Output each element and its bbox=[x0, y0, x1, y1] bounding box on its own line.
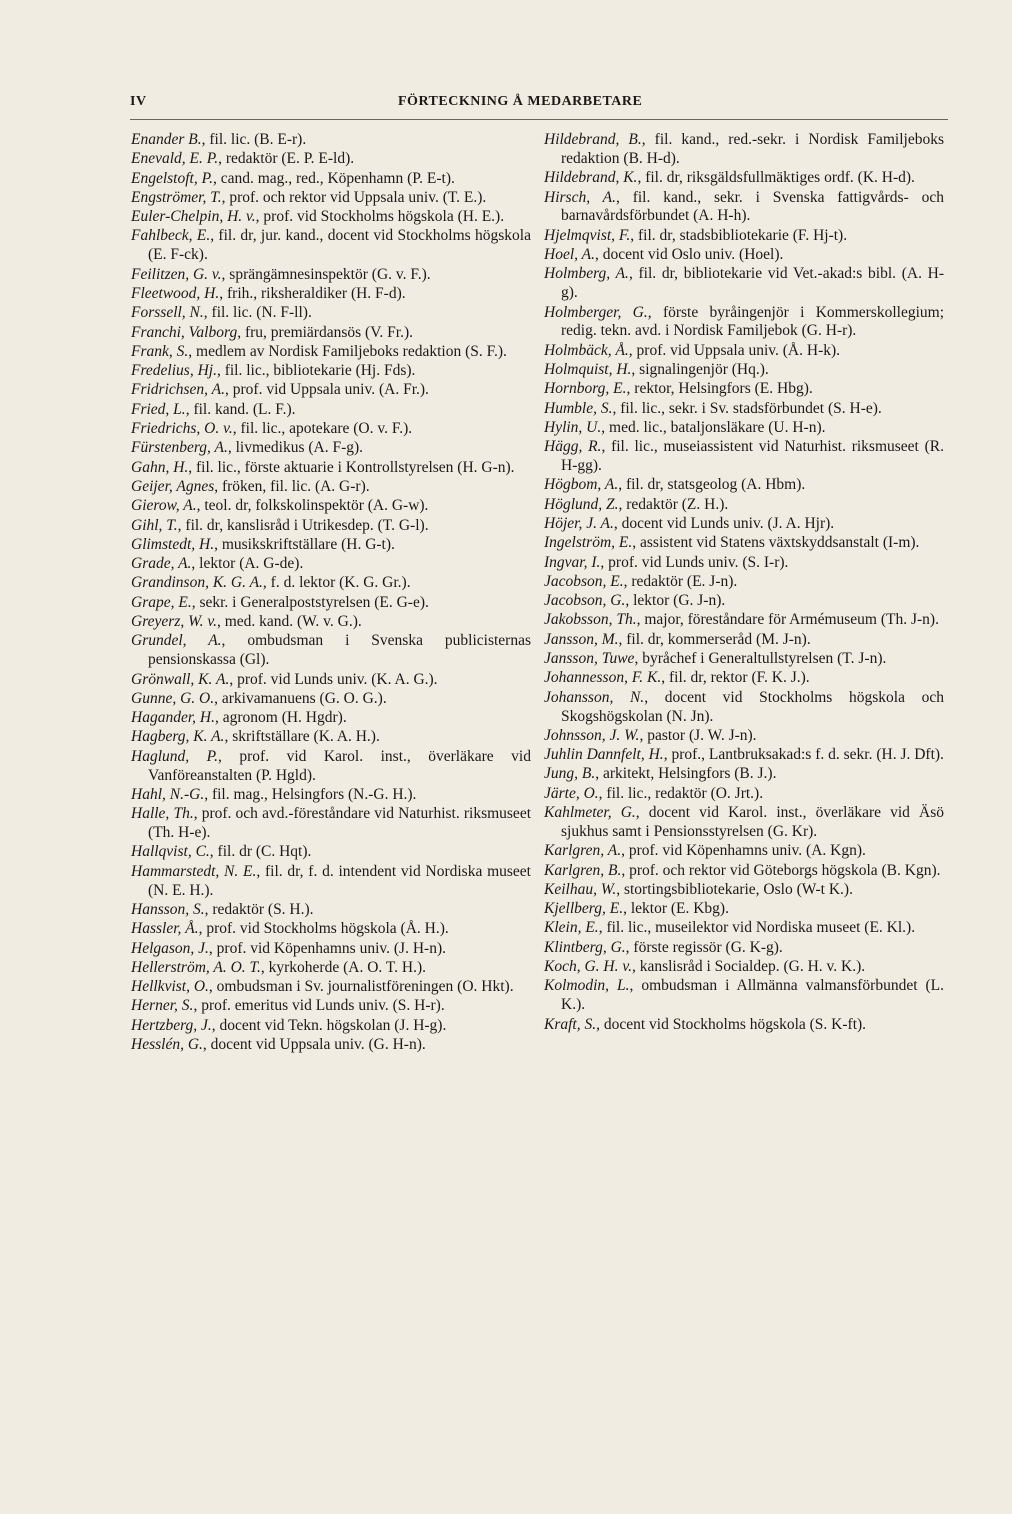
contributor-entry bbox=[131, 343, 531, 362]
contributor-entry bbox=[131, 613, 531, 632]
contributor-description: , fru, premiärdansös (V. Fr.). bbox=[237, 323, 413, 341]
contributor-description: , fil. kand. (L. F.). bbox=[185, 400, 296, 418]
contributor-entry bbox=[131, 208, 531, 227]
contributor-entry bbox=[131, 748, 531, 786]
contributor-name: Gahn, H. bbox=[131, 458, 189, 476]
contributor-description: , prof. vid Uppsala univ. (Å. H-k). bbox=[628, 341, 841, 359]
contributor-name: Hylin, U. bbox=[544, 418, 602, 436]
contributor-name: Hertzberg, J. bbox=[131, 1016, 212, 1034]
contributor-entry bbox=[131, 362, 531, 381]
contributor-description: , fil. lic., museiassistent vid Naturhist. riksmuseet (R. H-gg). bbox=[561, 438, 944, 475]
contributor-entry bbox=[131, 285, 531, 304]
contributor-name: Högbom, A. bbox=[544, 476, 619, 494]
contributor-entry bbox=[544, 304, 944, 342]
contributor-entry bbox=[544, 534, 944, 553]
contributor-name: Holmbäck, Å. bbox=[544, 341, 629, 359]
contributor-entry bbox=[544, 131, 944, 169]
contributor-entry bbox=[131, 709, 531, 728]
contributor-name: Fürstenberg, A. bbox=[131, 439, 228, 457]
contributor-entry bbox=[131, 786, 531, 805]
contributor-description: , prof. vid Karol. inst., överläkare vid Vanföreanstalten (P. Hgld). bbox=[148, 747, 531, 784]
contributor-entry bbox=[544, 611, 944, 630]
contributor-name: Johannesson, F. K. bbox=[544, 669, 662, 687]
contributor-name: Grape, E. bbox=[131, 593, 192, 611]
contributor-entry bbox=[131, 978, 531, 997]
contributor-description: , fil. lic. (B. E-r). bbox=[201, 131, 307, 148]
contributor-entry bbox=[544, 400, 944, 419]
contributor-description: , fil. dr (C. Hqt). bbox=[209, 843, 312, 861]
contributor-entry bbox=[131, 150, 531, 169]
contributor-name: Järte, O. bbox=[544, 784, 599, 802]
contributor-name: Ingelström, E. bbox=[544, 534, 633, 552]
contributor-name: Karlgren, B. bbox=[544, 861, 622, 879]
contributor-description: , lektor (G. J-n). bbox=[625, 592, 726, 610]
contributor-name: Johnsson, J. W. bbox=[544, 726, 640, 744]
contributor-description: , prof. och avd.-föreståndare vid Naturhist. riksmuseet (Th. H-e). bbox=[148, 805, 532, 842]
contributor-name: Euler-Chelpin, H. v. bbox=[131, 208, 256, 226]
contributor-description: , f. d. lektor (K. G. Gr.). bbox=[262, 574, 411, 592]
contributor-name: Hellkvist, O. bbox=[131, 978, 209, 996]
contributor-description: , medlem av Nordisk Familjeboks redaktion (S. F.). bbox=[188, 342, 507, 360]
contributor-name: Grönwall, K. A. bbox=[131, 670, 230, 688]
contributor-description: , byråchef i Generaltullstyrelsen (T. J-n). bbox=[634, 650, 887, 668]
contributor-entry bbox=[131, 227, 531, 265]
contributor-entry bbox=[544, 689, 944, 727]
contributor-entry bbox=[544, 342, 944, 361]
contributor-description: , ombudsman i Allmänna valmansförbundet (L. K.). bbox=[561, 977, 945, 1014]
contributor-entry bbox=[131, 324, 531, 343]
contributor-description: , fil. dr, statsgeolog (A. Hbm). bbox=[618, 476, 806, 494]
contributor-name: Holmquist, H. bbox=[544, 361, 632, 378]
contributor-name: Grundel, A. bbox=[131, 632, 222, 650]
contributor-name: Hildebrand, B. bbox=[544, 131, 642, 148]
contributor-name: Kahlmeter, G. bbox=[544, 804, 636, 822]
contributor-name: Holmberger, G. bbox=[544, 303, 648, 321]
contributor-entry bbox=[131, 920, 531, 939]
contributor-entry bbox=[544, 496, 944, 515]
contributor-description: , prof. vid Lunds univ. (S. I-r). bbox=[600, 553, 789, 571]
contributor-entry bbox=[131, 304, 531, 323]
contributor-name: Johansson, N. bbox=[544, 688, 645, 706]
contributor-name: Helgason, J. bbox=[131, 939, 209, 957]
contributor-description: , ombudsman i Sv. journalistföreningen (O. Hkt). bbox=[208, 978, 514, 996]
contributor-entry bbox=[131, 805, 531, 843]
contributor-name: Juhlin Dannfelt, H. bbox=[544, 746, 664, 764]
contributor-description: , major, föreståndare för Armémuseum (Th. J-n). bbox=[636, 611, 939, 629]
contributor-entry bbox=[131, 401, 531, 420]
contributor-entry bbox=[131, 439, 531, 458]
contributor-description: , fil. dr, rektor (F. K. J.). bbox=[661, 669, 810, 687]
right-column bbox=[544, 131, 944, 1035]
contributor-description: , förste regissör (G. K-g). bbox=[625, 938, 783, 956]
contributor-name: Hornborg, E. bbox=[544, 380, 627, 398]
contributor-name: Klein, E. bbox=[544, 919, 599, 937]
contributor-description: , fil. mag., Helsingfors (N.-G. H.). bbox=[204, 785, 417, 803]
contributor-name: Kjellberg, E. bbox=[544, 900, 624, 918]
contributor-name: Engströmer, T. bbox=[131, 188, 222, 206]
contributor-name: Hägg, R. bbox=[544, 438, 602, 456]
contributor-entry bbox=[544, 1016, 944, 1035]
contributor-description: , fröken, fil. lic. (A. G-r). bbox=[214, 477, 370, 495]
contributor-description: , redaktör (Z. H.). bbox=[618, 495, 729, 513]
contributor-name: Hassler, Å. bbox=[131, 920, 199, 938]
contributor-entry bbox=[131, 632, 531, 670]
contributor-description: , fil. dr, kanslisråd i Utrikesdep. (T. G-l). bbox=[177, 516, 429, 534]
contributor-entry bbox=[544, 189, 944, 227]
contributor-name: Gunne, G. O. bbox=[131, 689, 215, 707]
contributor-name: Kolmodin, L. bbox=[544, 977, 630, 995]
contributor-name: Koch, G. H. v. bbox=[544, 958, 632, 976]
contributor-name: Geijer, Agnes bbox=[131, 477, 215, 495]
contributor-description: , prof. vid Lunds univ. (K. A. G.). bbox=[229, 670, 438, 688]
contributor-description: , fil. kand., sekr. i Svenska fattigvårds- och barnavårdsförbundet (A. H-h). bbox=[561, 188, 944, 225]
contributor-name: Jacobson, G. bbox=[544, 592, 626, 610]
contributor-entry bbox=[544, 765, 944, 784]
contributor-name: Grade, A. bbox=[131, 555, 192, 573]
contributor-entry bbox=[544, 227, 944, 246]
contributor-entry bbox=[131, 671, 531, 690]
contributor-entry bbox=[544, 919, 944, 938]
contributor-name: Jakobsson, Th. bbox=[544, 611, 637, 629]
contributor-name: Kraft, S. bbox=[544, 1015, 597, 1033]
contributor-entry bbox=[131, 901, 531, 920]
contributor-description: , cand. mag., red., Köpenhamn (P. E-t). bbox=[212, 169, 455, 187]
contributor-description: , fil. dr, stadsbibliotekarie (F. Hj-t). bbox=[630, 226, 848, 244]
contributor-name: Frank, S. bbox=[131, 342, 189, 360]
contributor-entry bbox=[544, 246, 944, 265]
contributor-entry bbox=[131, 728, 531, 747]
contributor-entry bbox=[544, 939, 944, 958]
contributor-description: , sekr. i Generalpoststyrelsen (E. G-e). bbox=[191, 593, 429, 611]
contributor-description: , med. lic., bataljonsläkare (U. H-n). bbox=[601, 418, 826, 436]
contributor-entry bbox=[544, 746, 944, 765]
contributor-description: , docent vid Uppsala univ. (G. H-n). bbox=[202, 1036, 426, 1053]
contributor-name: Ingvar, I. bbox=[544, 553, 601, 571]
contributor-name: Enander B. bbox=[131, 131, 202, 148]
contributor-name: Franchi, Valborg bbox=[131, 323, 238, 341]
contributor-entry bbox=[131, 170, 531, 189]
contributor-description: , stortingsbibliotekarie, Oslo (W-t K.). bbox=[616, 880, 853, 898]
contributor-name: Fried, L. bbox=[131, 400, 186, 418]
contributor-description: , redaktör (E. J-n). bbox=[623, 572, 738, 590]
contributor-name: Fridrichsen, A. bbox=[131, 381, 225, 399]
contributor-name: Klintberg, G. bbox=[544, 938, 626, 956]
contributor-name: Halle, Th. bbox=[131, 805, 194, 823]
contributor-name: Hagander, H. bbox=[131, 709, 215, 727]
contributor-entry bbox=[131, 690, 531, 709]
contributor-name: Fahlbeck, E. bbox=[131, 227, 211, 245]
contributor-entry bbox=[131, 1036, 531, 1055]
contributor-entry bbox=[544, 900, 944, 919]
contributor-entry bbox=[131, 497, 531, 516]
contributor-description: , förste byråingenjör i Kommerskollegium; redig. tekn. avd. i Nordisk Familjebok (G. H-r). bbox=[561, 303, 944, 340]
contributor-description: , fil. dr, f. d. intendent vid Nordiska museet (N. E. H.). bbox=[148, 862, 531, 899]
contributor-description: , skriftställare (K. A. H.). bbox=[224, 728, 380, 746]
contributor-description: , fil. lic., redaktör (O. Jrt.). bbox=[598, 784, 764, 802]
contributor-name: Humble, S. bbox=[544, 399, 613, 417]
contributor-description: , prof. och rektor vid Uppsala univ. (T. E.). bbox=[221, 188, 487, 206]
contributor-name: Gihl, T. bbox=[131, 516, 178, 534]
contributor-name: Hammarstedt, N. E. bbox=[131, 862, 257, 880]
contributor-entry bbox=[131, 420, 531, 439]
contributor-description: , fil. lic., bibliotekarie (Hj. Fds). bbox=[216, 362, 416, 380]
contributor-entry bbox=[544, 804, 944, 842]
contributor-name: Feilitzen, G. v. bbox=[131, 265, 222, 283]
contributor-entry bbox=[131, 594, 531, 613]
contributor-entry bbox=[131, 266, 531, 285]
header-rule bbox=[130, 119, 948, 120]
running-title: FÖRTECKNING Å MEDARBETARE bbox=[398, 94, 643, 109]
contributor-entry bbox=[544, 554, 944, 573]
contributor-entry bbox=[544, 438, 944, 476]
contributor-description: , fil. dr, jur. kand., docent vid Stockholms högskola (E. F-ck). bbox=[148, 227, 531, 264]
contributor-description: , prof. vid Köpenhamns univ. (J. H-n). bbox=[208, 939, 446, 957]
contributor-description: , fil. lic., förste aktuarie i Kontrollstyrelsen (H. G-n). bbox=[188, 458, 515, 476]
contributor-entry bbox=[131, 478, 531, 497]
contributor-description: , arkitekt, Helsingfors (B. J.). bbox=[595, 765, 777, 783]
contributor-name: Hildebrand, K. bbox=[544, 169, 638, 187]
contributor-description: , lektor (E. Kbg). bbox=[623, 900, 729, 918]
contributor-name: Holmberg, A. bbox=[544, 265, 629, 283]
contributor-name: Enevald, E. P. bbox=[131, 150, 219, 168]
contributor-name: Jacobson, E. bbox=[544, 572, 624, 590]
contributor-description: , kanslisråd i Socialdep. (G. H. v. K.). bbox=[631, 958, 866, 976]
contributor-name: Keilhau, W. bbox=[544, 880, 617, 898]
contributor-name: Hansson, S. bbox=[131, 900, 205, 918]
contributor-entry bbox=[131, 574, 531, 593]
contributor-description: , kyrkoherde (A. O. T. H.). bbox=[260, 958, 427, 976]
contributor-name: Fleetwood, H. bbox=[131, 284, 220, 302]
contributor-entry bbox=[544, 169, 944, 188]
contributor-entry bbox=[544, 380, 944, 399]
contributor-entry bbox=[131, 997, 531, 1016]
contributor-entry bbox=[131, 381, 531, 400]
contributor-name: Haglund, P. bbox=[131, 747, 218, 765]
contributor-entry bbox=[544, 881, 944, 900]
contributor-description: , prof., Lantbruksakad:s f. d. sekr. (H. J. Dft). bbox=[663, 746, 944, 764]
contributor-description: , docent vid Stockholms högskola (S. K-ft). bbox=[596, 1015, 867, 1033]
contributor-entry bbox=[544, 515, 944, 534]
contributor-description: , musikskriftställare (H. G-t). bbox=[214, 535, 395, 553]
contributor-name: Fredelius, Hj. bbox=[131, 362, 217, 380]
contributor-name: Hjelmqvist, F. bbox=[544, 226, 631, 244]
contributor-entry bbox=[544, 476, 944, 495]
page-number: IV bbox=[130, 94, 147, 109]
contributor-name: Höjer, J. A. bbox=[544, 514, 614, 532]
contributor-description: , prof. emeritus vid Lunds univ. (S. H-r). bbox=[193, 997, 445, 1015]
contributor-name: Engelstoft, P. bbox=[131, 169, 213, 187]
contributor-name: Gierow, A. bbox=[131, 497, 197, 515]
contributor-entry bbox=[544, 669, 944, 688]
contributor-description: , assistent vid Statens växtskyddsanstalt (I-m). bbox=[632, 534, 920, 552]
contributor-name: Jansson, M. bbox=[544, 630, 619, 648]
contributor-description: , pastor (J. W. J-n). bbox=[639, 726, 757, 744]
contributor-name: Hoel, A. bbox=[544, 246, 595, 263]
left-column bbox=[131, 131, 531, 1055]
contributor-description: , lektor (A. G-de). bbox=[191, 555, 304, 573]
contributor-name: Hallqvist, C. bbox=[131, 843, 210, 861]
contributor-entry bbox=[131, 536, 531, 555]
contributor-description: , livmedikus (A. F-g). bbox=[227, 439, 364, 457]
contributor-description: , rektor, Helsingfors (E. Hbg). bbox=[626, 380, 813, 398]
contributor-description: , docent vid Tekn. högskolan (J. H-g). bbox=[211, 1016, 447, 1034]
contributor-description: , fil. lic., museilektor vid Nordiska museet (E. Kl.). bbox=[598, 919, 916, 937]
contributor-entry bbox=[544, 862, 944, 881]
page-header bbox=[130, 94, 948, 114]
contributor-entry bbox=[131, 1017, 531, 1036]
contributor-entry bbox=[544, 265, 944, 303]
contributor-entry bbox=[544, 361, 944, 380]
contributor-description: , fil. lic. (N. F-ll). bbox=[203, 304, 312, 322]
contributor-description: , fil. lic., sekr. i Sv. stadsförbundet (S. H-e). bbox=[612, 399, 882, 417]
contributor-description: , fil. dr, bibliotekarie vid Vet.-akad:s bibl. (A. H-g). bbox=[561, 265, 945, 302]
contributor-name: Greyerz, W. v. bbox=[131, 613, 217, 631]
contributor-description: , prof. vid Köpenhamns univ. (A. Kgn). bbox=[621, 842, 866, 860]
contributor-description: , frih., riksheraldiker (H. F-d). bbox=[219, 284, 406, 302]
contributor-description: , redaktör (S. H.). bbox=[204, 900, 314, 918]
contributor-entry bbox=[131, 843, 531, 862]
contributor-description: , fil. dr, kommerseråd (M. J-n). bbox=[618, 630, 811, 648]
contributor-entry bbox=[131, 959, 531, 978]
contributor-entry bbox=[544, 573, 944, 592]
contributor-name: Hesslén, G. bbox=[131, 1036, 203, 1053]
contributor-name: Herner, S. bbox=[131, 997, 194, 1015]
contributor-entry bbox=[131, 131, 531, 150]
contributor-entry bbox=[544, 631, 944, 650]
contributor-entry bbox=[131, 940, 531, 959]
contributor-description: , signalingenjör (Hq.). bbox=[631, 361, 769, 378]
contributor-name: Forssell, N. bbox=[131, 304, 204, 322]
contributor-name: Karlgren, A. bbox=[544, 842, 622, 860]
contributor-description: , med. kand. (W. v. G.). bbox=[216, 613, 362, 631]
contributor-entry bbox=[131, 189, 531, 208]
contributor-name: Friedrichs, O. v. bbox=[131, 420, 233, 438]
contributor-description: , docent vid Karol. inst., överläkare vid Äsö sjukhus samt i Pensionsstyrelsen (G. Kr). bbox=[561, 804, 944, 840]
contributor-description: , prof. och rektor vid Göteborgs högskola (B. Kgn). bbox=[621, 861, 941, 879]
contributor-name: Glimstedt, H. bbox=[131, 535, 215, 553]
contributor-name: Hellerström, A. O. T. bbox=[131, 958, 261, 976]
contributor-description: , ombudsman i Svenska publicisternas pensionskassa (Gl). bbox=[148, 632, 531, 669]
contributor-entry bbox=[131, 517, 531, 536]
contributor-entry bbox=[544, 727, 944, 746]
contributor-description: , sprängämnesinspektör (G. v. F.). bbox=[221, 265, 431, 283]
contributor-description: , arkivamanuens (G. O. G.). bbox=[214, 689, 387, 707]
contributor-entry bbox=[544, 842, 944, 861]
contributor-name: Jung, B. bbox=[544, 765, 596, 783]
contributor-entry bbox=[544, 650, 944, 669]
contributor-entry bbox=[131, 459, 531, 478]
contributor-description: , redaktör (E. P. E-ld). bbox=[218, 150, 355, 168]
contributor-description: , fil. lic., apotekare (O. v. F.). bbox=[232, 420, 413, 438]
contributor-description: , fil. dr, riksgäldsfullmäktiges ordf. (K. H-d). bbox=[637, 169, 915, 187]
contributor-name: Jansson, Tuwe bbox=[544, 650, 635, 668]
contributor-name: Hirsch, A. bbox=[544, 188, 616, 206]
contributor-entry bbox=[544, 958, 944, 977]
contributor-entry bbox=[131, 863, 531, 901]
contributor-description: , prof. vid Stockholms högskola (H. E.). bbox=[255, 208, 505, 226]
contributor-entry bbox=[544, 419, 944, 438]
contributor-name: Höglund, Z. bbox=[544, 495, 619, 513]
contributor-description: , fil. kand., red.-sekr. i Nordisk Familjeboks redaktion (B. H-d). bbox=[561, 131, 945, 167]
contributor-name: Hagberg, K. A. bbox=[131, 728, 225, 746]
contributor-description: , docent vid Oslo univ. (Hoel). bbox=[594, 246, 784, 263]
contributor-description: , teol. dr, folkskolinspektör (A. G-w). bbox=[196, 497, 429, 515]
contributor-entry bbox=[544, 592, 944, 611]
contributor-description: , prof. vid Stockholms högskola (Å. H.). bbox=[198, 920, 449, 938]
contributor-description: , docent vid Stockholms högskola och Skogshögskolan (N. Jn). bbox=[561, 688, 944, 725]
contributor-entry bbox=[544, 977, 944, 1015]
contributor-entry bbox=[131, 555, 531, 574]
contributor-name: Grandinson, K. G. A. bbox=[131, 574, 263, 592]
contributor-entry bbox=[544, 785, 944, 804]
contributor-name: Hahl, N.-G. bbox=[131, 785, 205, 803]
contributor-description: , agronom (H. Hgdr). bbox=[214, 709, 347, 727]
contributor-description: , docent vid Lunds univ. (J. A. Hjr). bbox=[613, 514, 835, 532]
contributor-description: , prof. vid Uppsala univ. (A. Fr.). bbox=[225, 381, 429, 399]
